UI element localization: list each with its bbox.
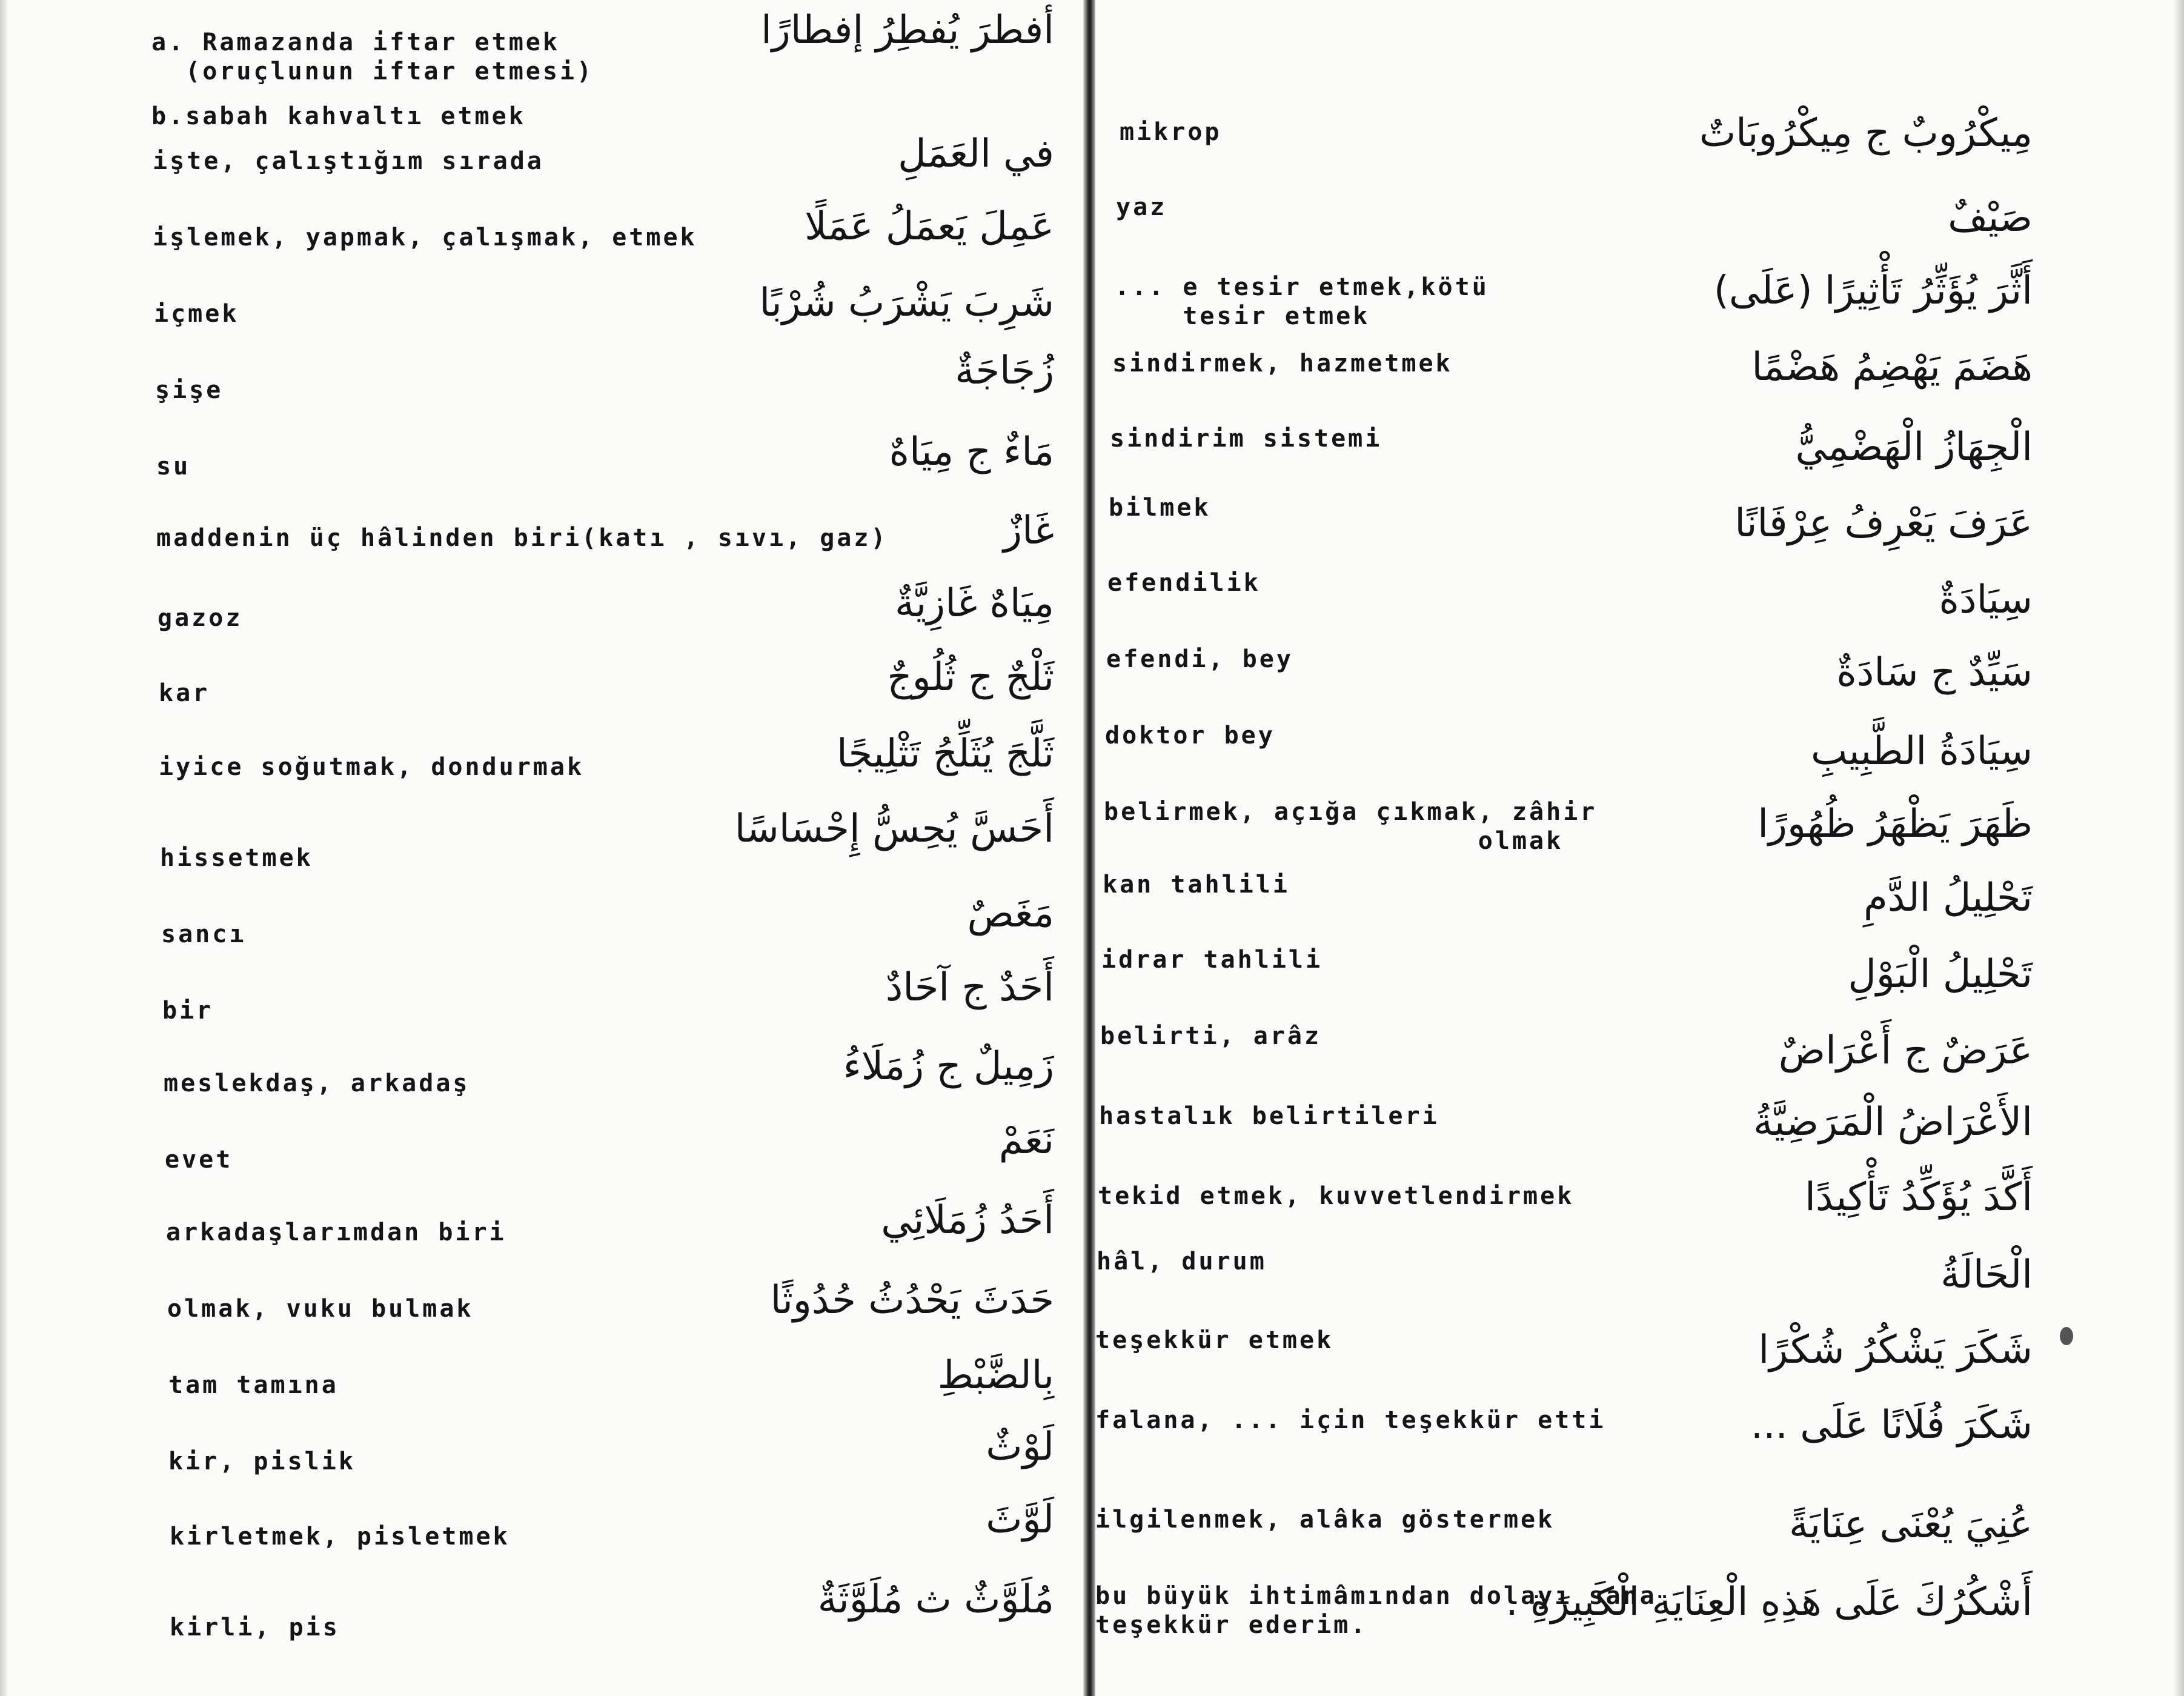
turkish-definition: iyice soğutmak, dondurmak: [159, 753, 585, 781]
turkish-definition: tekid etmek, kuvvetlendirmek: [1098, 1182, 1575, 1210]
turkish-definition: sindirim sistemi: [1110, 425, 1382, 453]
arabic-term: مِيَاهٌ غَازِيَّةٌ: [895, 581, 1054, 626]
arabic-term: مَاءٌ ج مِيَاهٌ: [889, 430, 1054, 474]
arabic-term: أَحَسَّ يُحِسُّ إِحْسَاسًا: [734, 806, 1054, 851]
arabic-term: سِيَادَةٌ: [1939, 577, 2033, 622]
turkish-definition: arkadaşlarımdan biri: [166, 1219, 506, 1246]
arabic-term: الْجِهَازُ الْهَضْمِيُّ: [1795, 425, 2033, 470]
turkish-definition: a. Ramazanda iftar etmek (oruçlunun iftar etmesi): [151, 28, 594, 85]
arabic-term: هَضَمَ يَهْضِمُ هَضْمًا: [1751, 345, 2033, 390]
turkish-definition: işlemek, yapmak, çalışmak, etmek: [153, 224, 697, 251]
turkish-definition: şişe: [155, 376, 224, 404]
turkish-definition: kirletmek, pisletmek: [170, 1523, 510, 1551]
arabic-term: أَشْكُرُكَ عَلَى هَذِهِ الْعِنَايَةِ الْكَبِيرَةِ .: [1505, 1580, 2033, 1625]
arabic-term: مِيكْرُوبٌ ج مِيكْرُوبَاتٌ: [1699, 111, 2033, 156]
arabic-term: مَغَصٌ: [967, 891, 1054, 936]
arabic-term: لَوَّثَ: [986, 1497, 1054, 1542]
arabic-term: ثَلَّجَ يُثَلِّجُ تَثْلِيجًا: [836, 731, 1054, 776]
turkish-definition: hissetmek: [160, 844, 313, 872]
turkish-definition: ilgilenmek, alâka göstermek: [1095, 1506, 1555, 1534]
margin-mark: [2060, 1327, 2073, 1345]
turkish-definition: işte, çalıştığım sırada: [153, 147, 544, 175]
arabic-term: الأَعْرَاضُ الْمَرَضِيَّةُ: [1753, 1100, 2033, 1145]
arabic-term: مُلَوَّثٌ ث مُلَوَّثَةٌ: [817, 1577, 1054, 1622]
turkish-definition: b.sabah kahvaltı etmek: [151, 102, 526, 130]
turkish-definition: mikrop: [1120, 118, 1222, 146]
right-page: [1095, 0, 2184, 1696]
arabic-term: حَدَثَ يَحْدُثُ حُدُوثًا: [770, 1278, 1054, 1323]
turkish-definition: ... e tesir etmek,kötü tesir etmek: [1115, 273, 1489, 330]
arabic-term: شَكَرَ فُلَانًا عَلَى ...: [1750, 1403, 2033, 1448]
turkish-definition: efendilik: [1107, 569, 1261, 597]
arabic-term: شَكَرَ يَشْكُرُ شُكْرًا: [1758, 1328, 2033, 1372]
arabic-term: عَرَفَ يَعْرِفُ عِرْفَانًا: [1734, 501, 2033, 546]
turkish-definition: sancı: [161, 920, 247, 948]
arabic-term: زَمِيلٌ ج زُمَلَاءُ: [843, 1044, 1054, 1089]
arabic-term: ظَهَرَ يَظْهَرُ ظُهُورًا: [1757, 802, 2033, 846]
turkish-definition: idrar tahlili: [1101, 946, 1323, 974]
arabic-term: أَثَّرَ يُؤَثِّرُ تَأْثِيرًا (عَلَى): [1713, 268, 2033, 313]
arabic-term: عَمِلَ يَعمَلُ عَمَلًا: [805, 204, 1054, 249]
turkish-definition: hâl, durum: [1097, 1248, 1267, 1275]
arabic-term: تَحْلِيلُ الدَّمِ: [1864, 876, 2033, 920]
turkish-definition: olmak, vuku bulmak: [167, 1295, 474, 1323]
turkish-definition: meslekdaş, arkadaş: [164, 1069, 470, 1097]
turkish-definition: gazoz: [158, 604, 243, 632]
arabic-term: زُجَاجَةٌ: [955, 348, 1054, 393]
turkish-definition: bir: [162, 997, 214, 1025]
turkish-definition: falana, ... için teşekkür etti: [1095, 1406, 1606, 1434]
arabic-term: الْحَالَةُ: [1940, 1252, 2033, 1297]
arabic-term: صَيْفٌ: [1948, 196, 2033, 241]
arabic-term: شَرِبَ يَشْرَبُ شُرْبًا: [759, 281, 1054, 325]
arabic-term: لَوْثٌ: [986, 1425, 1054, 1469]
turkish-definition: doktor bey: [1105, 722, 1275, 750]
left-page: [0, 0, 1084, 1696]
arabic-term: عُنِيَ يُعْنَى عِنَايَةً: [1789, 1502, 2033, 1547]
arabic-term: غَازٌ: [1003, 508, 1054, 553]
turkish-definition: kan tahlili: [1103, 871, 1290, 899]
turkish-definition: içmek: [154, 300, 239, 328]
arabic-term: في العَمَلِ: [898, 131, 1054, 176]
turkish-definition: bilmek: [1109, 494, 1211, 522]
turkish-definition: hastalık belirtileri: [1099, 1102, 1439, 1130]
arabic-term: أفطرَ يُفطِرُ إفطارًا: [761, 8, 1054, 53]
page-edge-shadow: [2173, 0, 2184, 1696]
arabic-term: نَعَمْ: [998, 1118, 1054, 1163]
turkish-definition: su: [156, 453, 191, 481]
arabic-term: أَحَدٌ ج آحَادٌ: [885, 965, 1054, 1010]
book-spine: [1083, 0, 1097, 1696]
arabic-term: عَرَضٌ ج أَعْرَاضٌ: [1778, 1028, 2033, 1073]
turkish-definition: sindirmek, hazmetmek: [1112, 350, 1453, 377]
arabic-term: أَحَدُ زُمَلَائِي: [881, 1198, 1054, 1243]
turkish-definition: teşekkür etmek: [1095, 1326, 1334, 1354]
turkish-definition: belirti, arâz: [1100, 1022, 1322, 1050]
turkish-definition: bu büyük ihtimâmından dolayı sana teşekkür ederim.: [1095, 1582, 1657, 1639]
turkish-definition: maddenin üç hâlinden biri(katı , sıvı, gaz): [156, 524, 888, 552]
turkish-definition: kir, pislik: [168, 1448, 356, 1475]
turkish-definition: kar: [159, 679, 210, 707]
arabic-term: بِالضَّبْطِ: [937, 1353, 1054, 1398]
arabic-term: تَحْلِيلُ الْبَوْلِ: [1848, 952, 2033, 997]
turkish-definition: tam tamına: [168, 1371, 339, 1399]
arabic-term: سِيَادَةُ الطَّبِيبِ: [1810, 729, 2033, 774]
turkish-definition: evet: [165, 1146, 233, 1174]
arabic-term: سَيِّدٌ ج سَادَةٌ: [1836, 650, 2033, 695]
turkish-definition: belirmek, açığa çıkmak, zâhir olmak: [1104, 798, 1598, 855]
arabic-term: ثَلْجٌ ج ثُلُوجٌ: [887, 655, 1054, 700]
turkish-definition: yaz: [1116, 193, 1167, 221]
arabic-term: أَكَّدَ يُؤَكِّدُ تَأْكِيدًا: [1805, 1175, 2033, 1220]
turkish-definition: kirli, pis: [170, 1614, 340, 1641]
page-edge-shadow: [0, 0, 8, 1696]
turkish-definition: efendi, bey: [1106, 645, 1293, 673]
